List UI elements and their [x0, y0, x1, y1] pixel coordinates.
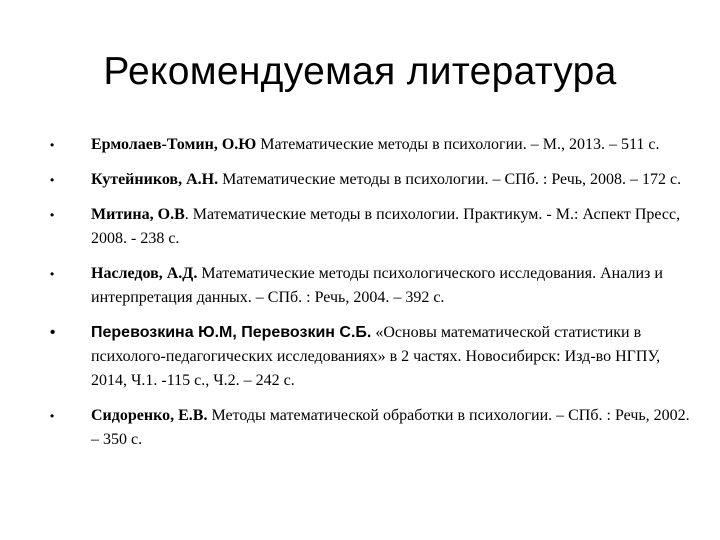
bullet-icon: • — [50, 324, 56, 341]
reference-author: Митина, О.В — [91, 206, 185, 223]
reference-item — [38, 203, 698, 251]
slide-title: Рекомендуемая литература — [103, 50, 617, 93]
reference-text: Математические методы в психологии. – СПб. : Речь, 2008. – 172 с. — [218, 171, 682, 188]
reference-item — [38, 321, 698, 393]
reference-text: . Математические методы в психологии. Практикум. - М.: Аспект Пресс, 2008. - 238 с. — [91, 206, 681, 247]
reference-text: Методы математической обработки в психологии. – СПб. : Речь, 2002. – 350 с. — [91, 407, 690, 448]
reference-author: Наследов, А.Д. — [91, 265, 198, 282]
reference-author: Ермолаев-Томин, О.Ю — [91, 136, 257, 153]
reference-item — [38, 404, 698, 452]
reference-text: «Основы математической статистики в психолого-педагогических исследованиях» в 2 частях. Новосибирск: Изд-во НГПУ, 2014, Ч.1. -115 с., Ч.2. – 242 с. — [91, 324, 661, 389]
bullet-icon: • — [50, 173, 55, 187]
bullet-icon: • — [50, 409, 55, 423]
bullet-icon: • — [50, 267, 55, 281]
bullet-icon: • — [50, 208, 55, 222]
reference-author: Кутейников, А.Н. — [91, 171, 219, 188]
reference-item — [38, 133, 698, 157]
reference-text: Математические методы в психологии. – М., 2013. – 511 с. — [256, 136, 660, 153]
reference-author: Перевозкина Ю.М, Перевозкин С.Б. — [91, 324, 372, 341]
reference-text: Математические методы психологического исследования. Анализ и интерпретация данных. – СПб. : Речь, 2004. – 392 с. — [91, 265, 663, 306]
reference-author: Сидоренко, Е.В. — [91, 407, 208, 424]
reference-item — [38, 262, 698, 310]
reference-item — [38, 168, 698, 192]
bullet-icon: • — [50, 138, 55, 152]
reference-list — [38, 133, 698, 463]
